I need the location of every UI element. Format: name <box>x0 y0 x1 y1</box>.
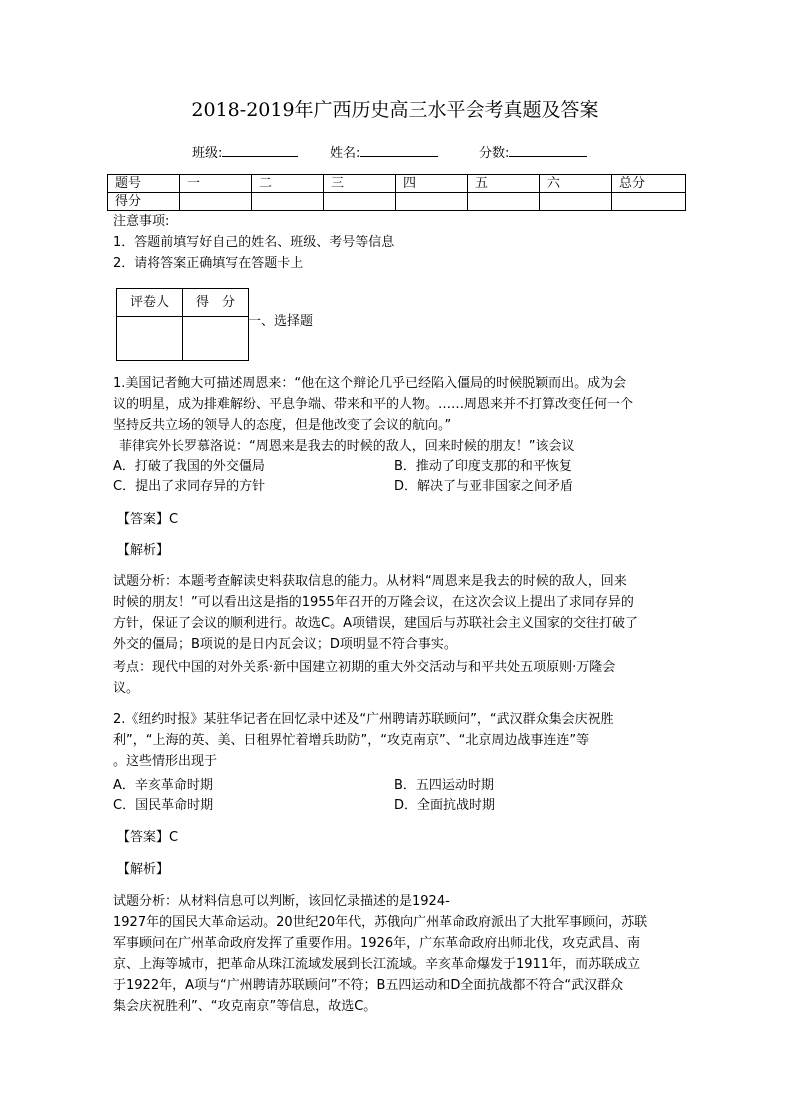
score-header-cell: 五 <box>468 175 540 193</box>
note-item: 1．答题前填写好自己的姓名、班级、考号等信息 <box>113 235 395 250</box>
score-table-header-row <box>108 175 686 193</box>
score-cell[interactable] <box>396 193 468 211</box>
class-blank[interactable] <box>222 143 298 157</box>
question-1-stem <box>113 373 698 457</box>
option-c[interactable]: C．国民革命时期 <box>113 798 214 813</box>
score-header-cell: 题号 <box>108 175 180 193</box>
analysis-line: 军事顾问在广州革命政府发挥了重要作用。1926年，广东革命政府出师北伐，攻克武昌、南 <box>113 936 641 951</box>
document-title: 2018-2019年广西历史高三水平会考真题及答案 <box>191 99 599 121</box>
score-blank[interactable] <box>509 143 587 157</box>
score-row-label: 得分 <box>108 193 180 211</box>
name-field <box>330 143 438 162</box>
option-b[interactable]: B．推动了印度支那的和平恢复 <box>394 459 572 474</box>
question-2-analysis <box>113 891 698 1017</box>
option-a[interactable]: A．辛亥革命时期 <box>113 778 213 793</box>
question-1-analysis <box>113 571 698 655</box>
option-a[interactable]: A．打破了我国的外交僵局 <box>113 459 265 474</box>
analysis-line: 时候的朋友！”可以看出这是指的1955年召开的万隆会议，在这次会议上提出了求同存异的 <box>113 595 634 610</box>
point-line: 考点：现代中国的对外关系·新中国建立初期的重大外交活动与和平共处五项原则·万隆会 <box>113 660 616 675</box>
analysis-line: 1927年的国民大革命运动。20世纪20年代，苏俄向广州革命政府派出了大批军事顾问，苏联 <box>113 915 648 930</box>
analysis-line: 试题分析：从材料信息可以判断，该回忆录描述的是1924- <box>113 894 450 909</box>
grader-table <box>116 288 249 361</box>
name-blank[interactable] <box>360 143 438 157</box>
stem-line: 议的明星，成为排难解纷、平息争端、带来和平的人物。……周恩来并不打算改变任何一个 <box>113 397 634 412</box>
score-header-cell: 二 <box>252 175 324 193</box>
score-cell[interactable] <box>612 193 686 211</box>
score-table <box>107 174 686 211</box>
class-field <box>192 143 298 162</box>
section-title: 一、选择题 <box>248 314 314 329</box>
stem-line: 利”，“上海的英、美、日租界忙着增兵助防”，“攻克南京”、“北京周边战事连连”等 <box>113 733 590 748</box>
score-cell[interactable] <box>252 193 324 211</box>
grader-label: 评卷人 <box>117 289 183 317</box>
analysis-label: 【解析】 <box>117 862 170 877</box>
question-1-options <box>113 457 673 497</box>
analysis-line: 方针，保证了会议的顺利进行。故选C。A项错误，建国后与苏联社会主义国家的交往打破了 <box>113 616 638 631</box>
score-label: 分数: <box>479 146 510 161</box>
score-header-cell: 总分 <box>612 175 686 193</box>
analysis-label: 【解析】 <box>117 543 170 558</box>
score-cell[interactable] <box>324 193 396 211</box>
score-cell[interactable] <box>468 193 540 211</box>
question-2-stem <box>113 709 698 772</box>
name-label: 姓名: <box>330 146 361 161</box>
grader-name-cell[interactable] <box>117 317 183 361</box>
score-field <box>479 143 587 162</box>
stem-line: 。这些情形出现于 <box>113 754 218 769</box>
option-d[interactable]: D．解决了与亚非国家之间矛盾 <box>394 479 574 494</box>
question-2-options <box>113 776 673 816</box>
analysis-line: 试题分析：本题考查解读史料获取信息的能力。从材料“周恩来是我去的时候的敌人，回来 <box>113 574 627 589</box>
analysis-line: 外交的僵局；B项说的是日内瓦会议；D项明显不符合事实。 <box>113 637 457 652</box>
option-b[interactable]: B．五四运动时期 <box>394 778 494 793</box>
notes-block <box>113 212 693 274</box>
score-table-score-row <box>108 193 686 211</box>
grader-score-label: 得 分 <box>183 289 249 317</box>
score-header-cell: 三 <box>324 175 396 193</box>
answer-label: 【答案】C <box>117 512 179 527</box>
score-header-cell: 四 <box>396 175 468 193</box>
score-cell[interactable] <box>180 193 252 211</box>
stem-line: 坚持反共立场的领导人的态度，但是他改变了会议的航向。” <box>113 418 452 433</box>
stem-line: 菲律宾外长罗慕洛说：“周恩来是我去的时候的敌人，回来时候的朋友！”该会议 <box>119 439 575 454</box>
stem-line: 2.《纽约时报》某驻华记者在回忆录中述及“广州聘请苏联顾问”，“武汉群众集会庆祝胜 <box>113 712 614 727</box>
point-line: 议。 <box>113 681 140 696</box>
score-header-cell: 一 <box>180 175 252 193</box>
note-item: 2．请将答案正确填写在答题卡上 <box>113 256 304 271</box>
grader-score-cell[interactable] <box>183 317 249 361</box>
answer-label: 【答案】C <box>117 830 179 845</box>
notes-heading: 注意事项: <box>113 214 170 229</box>
stem-line: 1.美国记者鲍大可描述周恩来：“他在这个辩论几乎已经陷入僵局的时候脱颖而出。成为会 <box>113 376 627 391</box>
analysis-line: 京、上海等城市，把革命从珠江流域发展到长江流域。辛亥革命爆发于1911年，而苏联成立 <box>113 957 641 972</box>
analysis-line: 集会庆祝胜利”、“攻克南京”等信息，故选C。 <box>113 999 377 1014</box>
score-cell[interactable] <box>540 193 612 211</box>
analysis-line: 于1922年，A项与“广州聘请苏联顾问”不符；B五四运动和D全面抗战都不符合“武汉群众 <box>113 978 624 993</box>
question-1-point <box>113 657 698 699</box>
score-header-cell: 六 <box>540 175 612 193</box>
class-label: 班级: <box>192 146 223 161</box>
option-c[interactable]: C．提出了求同存异的方针 <box>113 479 266 494</box>
option-d[interactable]: D．全面抗战时期 <box>394 798 496 813</box>
